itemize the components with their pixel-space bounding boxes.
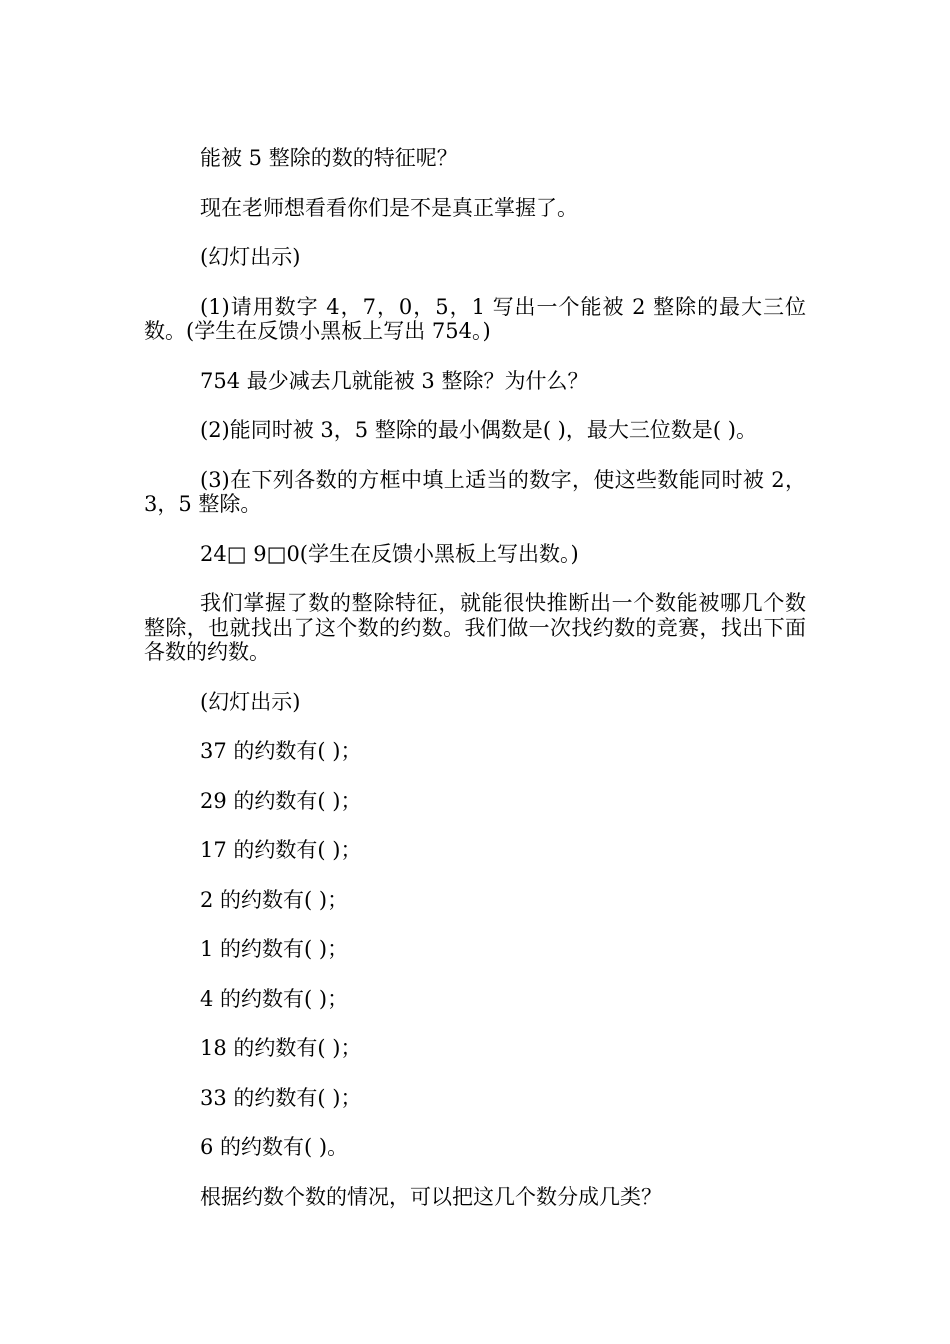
- paragraph-3: (幻灯出示): [200, 245, 301, 269]
- document-body: [144, 146, 806, 1234]
- paragraph-14: 2 的约数有( )；: [200, 887, 349, 912]
- paragraph-16: 4 的约数有( )；: [200, 986, 349, 1011]
- paragraph-2: 现在老师想看看你们是不是真正掌握了。: [200, 195, 578, 220]
- paragraph-9: 我们掌握了数的整除特征，就能很快推断出一个数能被哪几个数整除，也就找出了这个数的约数。我们做一次找约数的竞赛，找出下面各数的约数。: [144, 591, 806, 664]
- paragraph-18: 33 的约数有( )；: [200, 1085, 362, 1110]
- paragraph-10: (幻灯出示): [200, 689, 301, 714]
- paragraph-17: 18 的约数有( )；: [200, 1036, 362, 1060]
- paragraph-15: 1 的约数有( )；: [200, 937, 349, 961]
- paragraph-20: 根据约数个数的情况，可以把这几个数分成几类？: [200, 1184, 662, 1209]
- paragraph-6: (2)能同时被 3，5 整除的最小偶数是( )，最大三位数是( )。: [200, 418, 757, 442]
- paragraph-1: 能被 5 整除的数的特征呢？: [200, 146, 458, 170]
- paragraph-12: 29 的约数有( )；: [200, 788, 362, 813]
- paragraph-19: 6 的约数有( )。: [200, 1135, 349, 1159]
- paragraph-7: (3)在下列各数的方框中填上适当的数字，使这些数能同时被 2，3，5 整除。: [144, 467, 806, 516]
- paragraph-13: 17 的约数有( )；: [200, 838, 362, 862]
- paragraph-5: 754 最少减去几就能被 3 整除？为什么？: [200, 368, 589, 393]
- paragraph-11: 37 的约数有( )；: [200, 739, 362, 763]
- paragraph-8: 24□ 9□0(学生在反馈小黑板上写出数。): [200, 541, 579, 566]
- paragraph-4: (1)请用数字 4，7，0，5，1 写出一个能被 2 整除的最大三位数。(学生在反馈小黑板上写出 754。): [144, 294, 806, 343]
